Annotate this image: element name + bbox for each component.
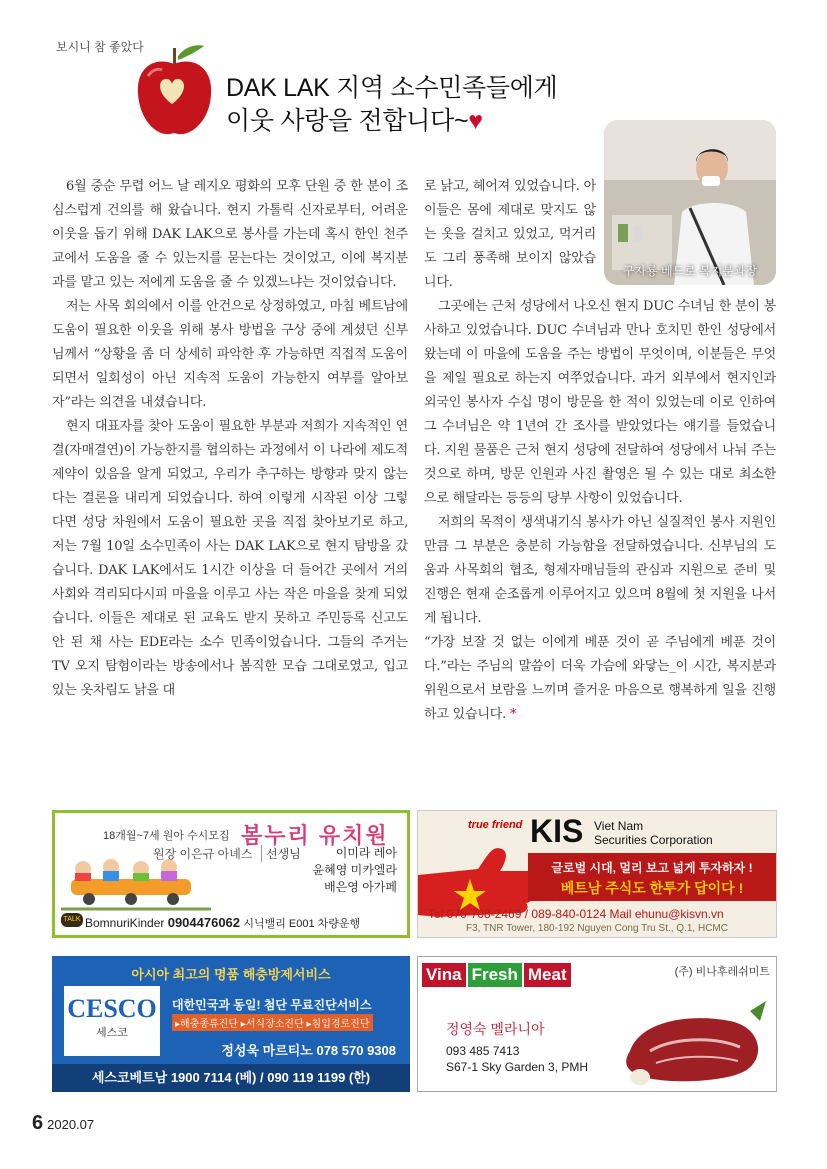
paragraph: 그곳에는 근처 성당에서 나오신 현지 DUC 수녀님 한 분이 봉사하고 있었습니다. DUC 수녀님과 만나 호치민 한인 성당에서 왔는데 이 마을에 도움을 주는 방법이 무엇이며, 이분들은 무엇을 제일 필요로 하는지 여쭈었습니다. 과거 외부에서 현지인과 외국인 봉사자 수십 명이 방문을 한 적이 있었는데 이로 인하여 그 수녀님은 약 1년여 간 조사를 받았었다는 얘기를 들었습니다. 지원 물품은 근처 현지 성당에 전달하여 성당에서 나눠 주는 것으로 하며, 방문 인원과 사진 촬영은 될 수 있는 대로 최소한으로 해달라는 등등의 당부 사항이 있었습니다. <box>424 299 776 506</box>
kis-true-friend: true friend <box>468 819 523 831</box>
ad-vina-fresh-meat[interactable] <box>417 956 777 1092</box>
heart-icon: ♥ <box>468 107 483 135</box>
photo-caption: 구자룡 베드로 복지분과장 <box>622 264 758 278</box>
bomnuri-director: 원장 이은규 아녜스 <box>153 847 253 861</box>
page-footer <box>32 1112 94 1135</box>
page-number: 6 <box>32 1112 44 1134</box>
article-right-top <box>424 175 596 295</box>
kis-slogan-1: 글로벌 시대, 멀리 보고 넓게 투자하자 ! <box>551 861 753 875</box>
paragraph: 6월 중순 무렵 어느 날 레지오 평화의 모후 단원 중 한 분이 조심스럽게 건의를 해 왔습니다. 현지 가톨릭 신자로부터, 어려운 이웃을 돕기 위해 DAK LAK으로 봉사를 가는데 혹시 한인 천주교에서 도움을 줄 수 있는지를 묻는다는 것이었고, 이에 복지분과를 맡고 있는 저에게 도움을 줄 수 있겠느냐는 것이었습니다. <box>52 179 408 290</box>
vina-address: S67-1 Sky Garden 3, PMH <box>446 1060 589 1074</box>
closing-text: “가장 보잘 것 없는 이에게 베푼 것이 곧 주님에게 베푼 것이다.”라는 주님의 말씀이 더욱 가슴에 와닿는_이 시간, 복지분과위원으로서 보람을 느끼며 즐거운 마음으로 행복하게 일을 진행하고 있습니다. <box>424 635 776 722</box>
bomnuri-kakao-id: BomnuriKinder <box>85 916 165 930</box>
paragraph: 저는 사목 회의에서 이를 안건으로 상정하였고, 마침 베트남에 도움이 필요한 이웃을 위해 봉사 방법을 구상 중에 계셨던 신부님께서 “상황을 좀 더 상세히 파악한 후 가능하면 직접적 도움이 되면서 일회성이 아닌 지속적 도움이 가능한지 여부를 알아보자”라는 의견을 내셨습니다. <box>52 299 408 410</box>
kis-tel[interactable]: Tel 070-708-2469 / 089-840-0124 <box>428 907 607 921</box>
vina-company: (주) 비나후레쉬미트 <box>674 966 770 978</box>
title-line-2: 이웃 사랑을 전합니다~ <box>226 107 469 135</box>
bomnuri-name: 봄누리 유치원 <box>241 823 389 848</box>
cesco-footer-phones[interactable]: 세스코베트남 1900 7114 (베) / 090 119 1199 (한) <box>52 1064 410 1092</box>
vina-word-2: Fresh <box>468 963 522 987</box>
issue-date: 2020.07 <box>47 1117 95 1132</box>
teacher-name: 배은영 아가페 <box>324 880 397 894</box>
cesco-headline: 아시아 최고의 명품 해충방제서비스 <box>131 967 331 982</box>
kis-slogan-2: 베트남 주식도 한투가 답이다 ! <box>560 880 744 896</box>
end-mark: * <box>509 707 517 722</box>
ad-cesco[interactable] <box>52 956 410 1092</box>
bomnuri-address: 시닉밸리 E001 차량운행 <box>243 918 361 930</box>
cesco-logo-kr: 세스코 <box>96 1027 128 1039</box>
vina-word-3: Meat <box>524 963 571 987</box>
person-photo-icon <box>604 120 776 285</box>
kis-logo: KIS <box>530 813 584 849</box>
vina-person: 정영숙 멜라니아 <box>446 1021 545 1037</box>
vina-logo <box>422 963 571 987</box>
cesco-line-1: 대한민국과 동일! 첨단 무료진단서비스 <box>172 998 372 1012</box>
author-photo <box>604 120 776 285</box>
kakaotalk-icon: TALK <box>61 913 83 927</box>
bomnuri-teachers-label: 선생님 <box>261 845 301 862</box>
paragraph: 현지 대표자를 찾아 도움이 필요한 부분과 저희가 지속적인 연결(자매결연)이 가능한지를 협의하는 과정에서 이 나라에 제도적 제약이 있음을 알게 되었고, 우리가 추구하는 방향과 맞지 않는다는 결론을 내리게 되었습니다. 하여 이렇게 시작된 이상 그렇다면 성당 차원에서 도움이 필요한 곳을 직접 찾아보기로 하고, 저는 7월 10일 소수민족이 사는 DAK LAK으로 현지 탐방을 갔습니다. DAK LAK에서도 1시간 이상을 더 들어간 곳에서 거의 사회와 격리되다시피 마을을 이루고 사는 작은 마을을 찾게 되었습니다. 이들은 제대로 된 교육도 받지 못하고 주민등록 신고도 안 된 채 사는 EDE라는 소수 민족이었습니다. 그들의 주거는 TV 오지 탐험이라는 방송에서나 봄직한 모습 그대로였고, 입고 있는 옷차림도 낡을 대 <box>52 419 408 698</box>
bomnuri-teacher-list <box>307 845 397 896</box>
teacher-name: 이미라 레아 <box>335 846 397 860</box>
cesco-logo: CESCO <box>67 994 157 1023</box>
kis-mail[interactable]: Mail ehunu@kisvn.vn <box>609 907 724 921</box>
cesco-logo-box <box>64 986 160 1056</box>
vina-phone[interactable]: 093 485 7413 <box>446 1044 520 1058</box>
kis-address: F3, TNR Tower, 180-192 Nguyen Cong Tru St., Q.1, HCMC <box>466 923 728 934</box>
article-left-column <box>52 175 408 703</box>
kis-contact <box>428 907 724 921</box>
bomnuri-contact <box>85 915 360 931</box>
vina-contact <box>446 1043 588 1075</box>
kis-subtitle <box>594 819 713 847</box>
paragraph: 로 낡고, 헤어져 있었습니다. 아이들은 몸에 제대로 맞지도 않는 옷을 걸치고 있었고, 먹거리도 그리 풍족해 보이지 않았습니다. <box>424 179 596 290</box>
vina-word-1: Vina <box>422 963 466 987</box>
kis-sub-2: Securities Corporation <box>594 833 713 847</box>
paragraph: 저희의 목적이 생색내기식 봉사가 아닌 실질적인 봉사 지원인 만큼 그 부분은 충분히 가능함을 전달하였습니다. 신부님의 도움과 사목회의 협조, 형제자매님들의 관심과 지원으로 준비 및 진행은 현재 순조롭게 이루어지고 있으며 8월에 첫 지원을 나서게 됩니다. <box>424 515 776 626</box>
section-label: 보시니 참 좋았다 <box>56 40 144 54</box>
cesco-contact[interactable]: 정성욱 마르티노 078 570 9308 <box>221 1043 396 1058</box>
bomnuri-phone[interactable]: 0904476062 <box>167 915 241 930</box>
meat-steak-icon <box>620 991 770 1087</box>
ad-kis[interactable] <box>417 810 777 938</box>
kis-slogan-box <box>528 853 776 901</box>
cesco-line-2: ▸해충종류진단 ▸서식장소진단 ▸침입경로진단 <box>172 1014 373 1031</box>
kis-sub-1: Viet Nam <box>594 819 644 833</box>
closing-paragraph <box>424 631 776 727</box>
article-right-column <box>424 295 776 727</box>
title-line-1: DAK LAK 지역 소수민족들에게 <box>226 74 558 102</box>
apple-heart-icon <box>134 42 214 138</box>
bomnuri-recruit: 18개월~7세 원아 수시모집 <box>103 830 230 842</box>
article-title <box>226 72 557 138</box>
teacher-name: 윤혜영 미카엘라 <box>312 863 397 877</box>
ad-bomnuri[interactable] <box>52 810 410 938</box>
